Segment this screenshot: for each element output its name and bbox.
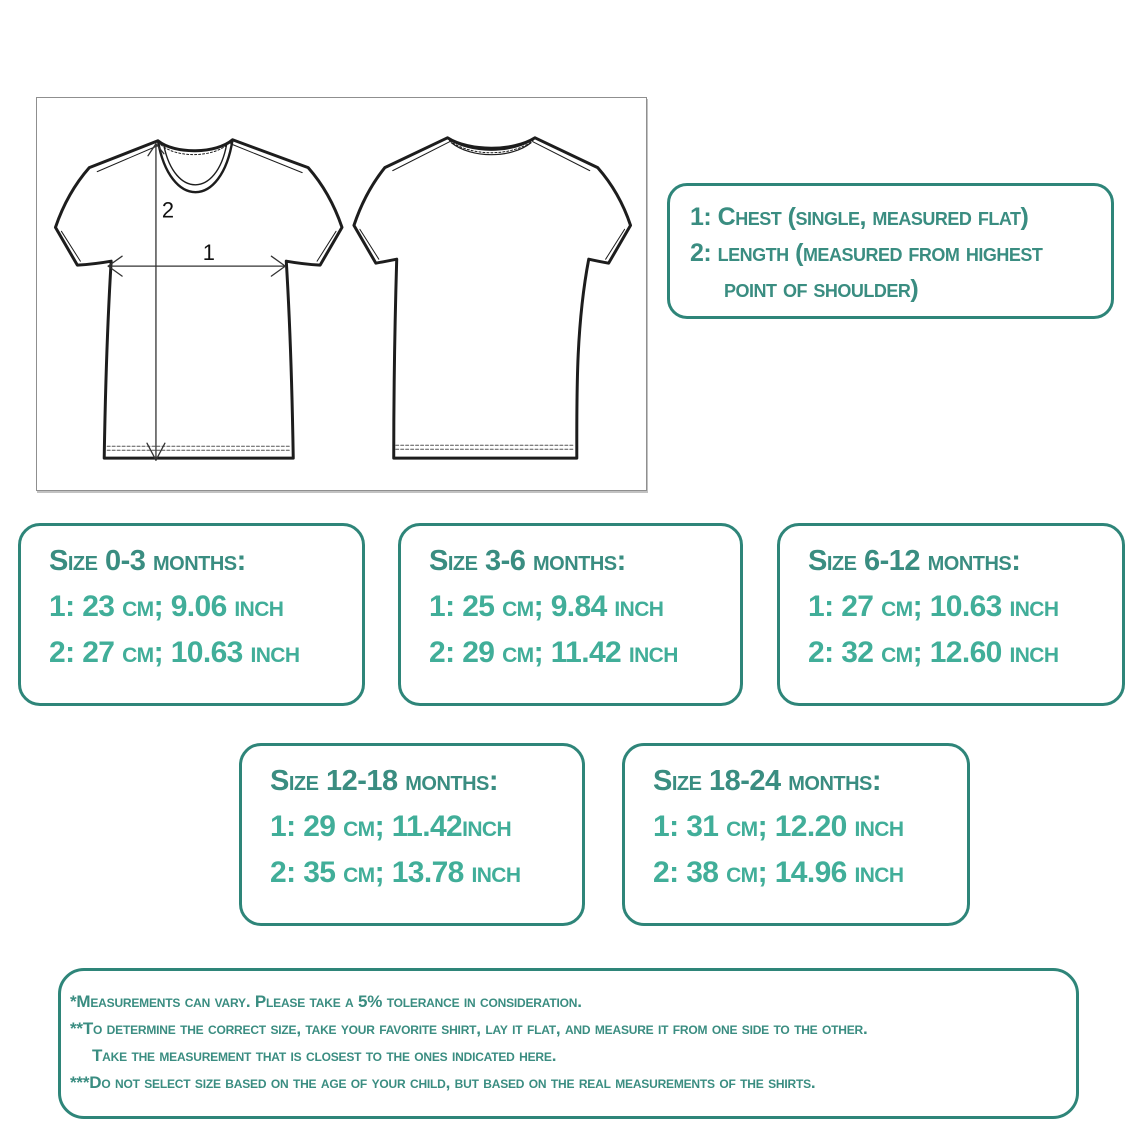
size-chest-value: 1: 31 cm; 12.20 inch (653, 810, 904, 843)
length-measure-label: 2 (161, 197, 175, 223)
tshirt-diagram-box (36, 97, 647, 491)
size-title: Size 6-12 months: (808, 545, 1021, 577)
size-chest-value: 1: 27 cm; 10.63 inch (808, 590, 1059, 623)
tshirt-back-drawing (354, 138, 631, 458)
size-length-value: 2: 27 cm; 10.63 inch (49, 636, 300, 669)
size-chest-value: 1: 29 cm; 11.42inch (270, 810, 512, 843)
size-title: Size 0-3 months: (49, 545, 246, 577)
size-title: Size 3-6 months: (429, 545, 626, 577)
size-title: Size 12-18 months: (270, 765, 499, 797)
size-length-value: 2: 29 cm; 11.42 inch (429, 636, 678, 669)
chest-arrow (108, 256, 285, 276)
length-arrow (147, 144, 165, 460)
legend-length-line: 2: length (measured from highest (690, 239, 1043, 267)
size-chest-value: 1: 23 cm; 9.06 inch (49, 590, 284, 623)
size-box-3-6-months (398, 523, 743, 706)
size-chest-value: 1: 25 cm; 9.84 inch (429, 590, 664, 623)
size-box-18-24-months (622, 743, 970, 926)
size-box-12-18-months (239, 743, 585, 926)
note-age-warning: ***Do not select size based on the age of your child, but based on the real measurements of the shirts. (70, 1073, 816, 1092)
size-length-value: 2: 38 cm; 14.96 inch (653, 856, 904, 889)
legend-length-line-2: point of shoulder) (724, 275, 919, 303)
size-title: Size 18-24 months: (653, 765, 882, 797)
legend-chest-line: 1: Chest (single, measured flat) (690, 203, 1029, 231)
note-tolerance: *Measurements can vary. Please take a 5% tolerance in consideration. (70, 992, 582, 1011)
note-how-to-measure: **To determine the correct size, take your favorite shirt, lay it flat, and measure it from one side to the other. (70, 1019, 868, 1038)
tshirt-sketch (37, 98, 646, 490)
measurement-legend-box (667, 183, 1114, 319)
size-length-value: 2: 32 cm; 12.60 inch (808, 636, 1059, 669)
size-length-value: 2: 35 cm; 13.78 inch (270, 856, 521, 889)
size-box-6-12-months (777, 523, 1125, 706)
measurement-notes-box (58, 968, 1079, 1119)
note-how-to-measure-2: Take the measurement that is closest to the ones indicated here. (92, 1046, 557, 1065)
tshirt-front-drawing (55, 140, 342, 460)
chest-measure-label: 1 (202, 240, 215, 266)
size-box-0-3-months (18, 523, 365, 706)
